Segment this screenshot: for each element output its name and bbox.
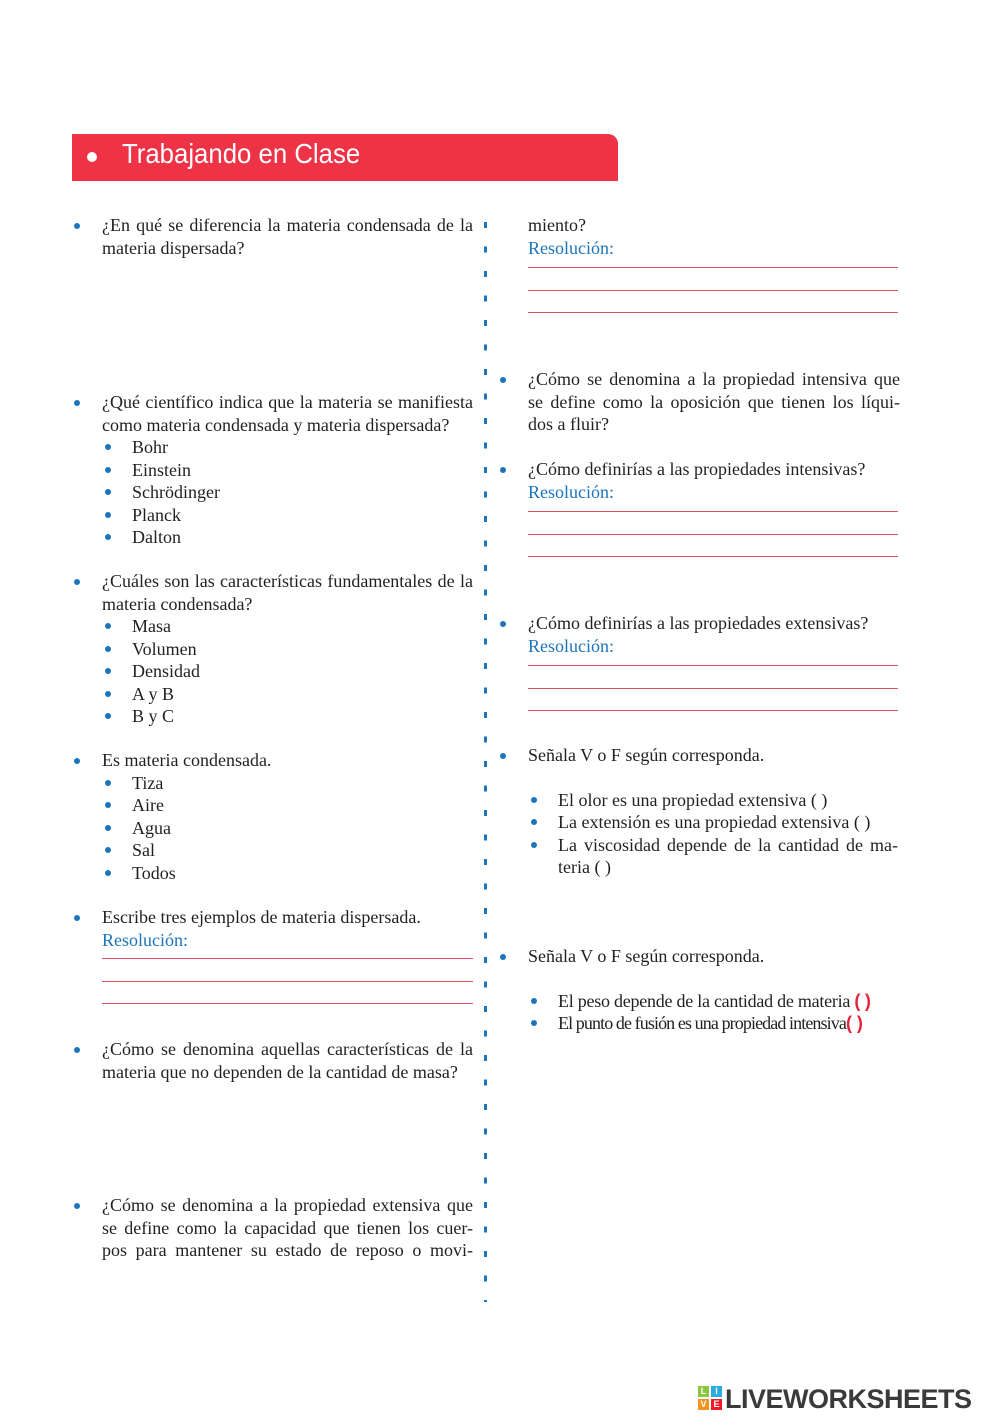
- question-8: [528, 368, 900, 436]
- logo-text: LIVEWORKSHEETS: [725, 1384, 972, 1414]
- answer-line[interactable]: [528, 290, 898, 291]
- question-12-items: [528, 990, 898, 1035]
- answer-lines[interactable]: [528, 511, 898, 557]
- bullet-icon: [74, 915, 80, 921]
- bullet-icon: [105, 780, 111, 786]
- bullet-icon: [105, 691, 111, 697]
- option-item[interactable]: Einstein: [102, 459, 473, 482]
- answer-blank[interactable]: ( ): [854, 990, 871, 1011]
- option-item[interactable]: Tiza: [102, 772, 473, 795]
- bullet-icon: [500, 467, 506, 473]
- bullet-icon: [74, 1047, 80, 1053]
- question-1-text: ¿En qué se diferencia la materia condensada de la materia dispersada?: [102, 215, 473, 258]
- question-6-text: ¿Cómo se denomina aquellas características de la materia que no dependen de la cantidad de masa?: [102, 1039, 473, 1082]
- resolution-label: Resolución:: [102, 929, 188, 950]
- true-false-item[interactable]: El peso depende de la cantidad de materia ( ): [528, 990, 898, 1013]
- option-item[interactable]: Masa: [102, 615, 473, 638]
- question-8-line: se define como la oposición que tienen los líqui-: [528, 391, 900, 412]
- question-9: [528, 458, 898, 557]
- question-6: [102, 1038, 473, 1083]
- question-12: [528, 945, 898, 1035]
- option-item[interactable]: Planck: [102, 504, 473, 527]
- question-7-line: se define como la capacidad que tienen los cuer-: [102, 1217, 473, 1238]
- question-3-options: [102, 615, 473, 728]
- bullet-icon: [531, 819, 537, 825]
- bullet-icon: [74, 223, 80, 229]
- option-item[interactable]: Dalton: [102, 526, 473, 549]
- answer-line[interactable]: [528, 710, 898, 711]
- question-8-line: dos a fluir?: [528, 414, 609, 434]
- question-12-text: Señala V o F según corresponda.: [528, 946, 765, 966]
- option-item[interactable]: Schrödinger: [102, 481, 473, 504]
- option-item[interactable]: Aire: [102, 794, 473, 817]
- bullet-icon: [105, 467, 111, 473]
- question-10-text: ¿Cómo definirías a las propiedades extensivas?: [528, 613, 869, 633]
- answer-line[interactable]: [102, 981, 473, 982]
- question-4-options: [102, 772, 473, 885]
- answer-line[interactable]: [528, 665, 898, 666]
- bullet-icon: [105, 623, 111, 629]
- resolution-label: Resolución:: [528, 237, 614, 258]
- bullet-icon: [105, 646, 111, 652]
- answer-line[interactable]: [528, 688, 898, 689]
- question-11: [528, 744, 898, 879]
- bullet-icon: [500, 377, 506, 383]
- bullet-icon: [105, 534, 111, 540]
- bullet-icon: [105, 668, 111, 674]
- bullet-icon: [531, 797, 537, 803]
- true-false-item[interactable]: El punto de fusión es una propiedad intensiva( ): [528, 1012, 898, 1035]
- banner-bullet-icon: [87, 152, 97, 162]
- option-item[interactable]: B y C: [102, 705, 473, 728]
- bullet-icon: [531, 1020, 537, 1026]
- section-title: Trabajando en Clase: [122, 138, 361, 169]
- question-2-text: ¿Qué científico indica que la materia se manifiesta como materia condensada y materia dispersada?: [102, 392, 473, 435]
- question-5: [102, 906, 473, 1004]
- question-10: [528, 612, 898, 711]
- question-7-line: ¿Cómo se denomina a la propiedad extensiva que: [102, 1195, 473, 1215]
- answer-line[interactable]: [528, 267, 898, 268]
- true-false-item[interactable]: La extensión es una propiedad extensiva ( ): [528, 811, 898, 834]
- answer-line[interactable]: [528, 312, 898, 313]
- question-9-text: ¿Cómo definirías a las propiedades intensivas?: [528, 459, 866, 479]
- question-11-items: [528, 789, 898, 879]
- question-3: [102, 570, 473, 728]
- question-11-text: Señala V o F según corresponda.: [528, 745, 765, 765]
- question-7-text-end: miento?: [528, 215, 586, 235]
- option-item[interactable]: Sal: [102, 839, 473, 862]
- answer-blank[interactable]: ( ): [845, 1013, 863, 1033]
- option-item[interactable]: Densidad: [102, 660, 473, 683]
- bullet-icon: [105, 512, 111, 518]
- bullet-icon: [105, 825, 111, 831]
- question-7: [102, 1194, 473, 1262]
- bullet-icon: [500, 621, 506, 627]
- question-4: [102, 749, 473, 884]
- question-2-options: [102, 436, 473, 549]
- logo-grid-icon: L I V E: [698, 1386, 722, 1410]
- bullet-icon: [105, 870, 111, 876]
- resolution-label: Resolución:: [528, 635, 614, 656]
- bullet-icon: [74, 758, 80, 764]
- answer-line[interactable]: [102, 958, 473, 959]
- true-false-item[interactable]: El olor es una propiedad extensiva ( ): [528, 789, 898, 812]
- bullet-icon: [500, 954, 506, 960]
- question-5-text: Escribe tres ejemplos de materia dispersada.: [102, 907, 421, 927]
- answer-lines[interactable]: [102, 958, 473, 1004]
- answer-line[interactable]: [528, 534, 898, 535]
- answer-line[interactable]: [102, 1003, 473, 1004]
- question-4-text: Es materia condensada.: [102, 750, 272, 770]
- bullet-icon: [105, 802, 111, 808]
- bullet-icon: [105, 489, 111, 495]
- question-1: [102, 214, 473, 259]
- answer-lines[interactable]: [528, 665, 898, 711]
- bullet-icon: [74, 579, 80, 585]
- bullet-icon: [105, 444, 111, 450]
- column-divider: [484, 222, 487, 1302]
- option-item[interactable]: A y B: [102, 683, 473, 706]
- bullet-icon: [531, 842, 537, 848]
- answer-line[interactable]: [528, 556, 898, 557]
- question-8-line: ¿Cómo se denomina a la propiedad intensiva que: [528, 369, 900, 389]
- option-item[interactable]: Bohr: [102, 436, 473, 459]
- resolution-label: Resolución:: [528, 481, 614, 502]
- answer-lines[interactable]: [528, 267, 898, 313]
- bullet-icon: [531, 998, 537, 1004]
- question-7-line: pos para mantener su estado de reposo o movi-: [102, 1240, 473, 1260]
- bullet-icon: [500, 753, 506, 759]
- question-7-continued: [528, 214, 898, 313]
- option-item[interactable]: Volumen: [102, 638, 473, 661]
- answer-line[interactable]: [528, 511, 898, 512]
- question-2: [102, 391, 473, 549]
- option-item[interactable]: Todos: [102, 862, 473, 885]
- bullet-icon: [105, 847, 111, 853]
- true-false-item[interactable]: La viscosidad depende de la cantidad de ma- teria ( ): [528, 834, 898, 879]
- option-item[interactable]: Agua: [102, 817, 473, 840]
- bullet-icon: [74, 1203, 80, 1209]
- bullet-icon: [74, 400, 80, 406]
- bullet-icon: [105, 713, 111, 719]
- question-3-text: ¿Cuáles son las características fundamentales de la materia condensada?: [102, 571, 473, 614]
